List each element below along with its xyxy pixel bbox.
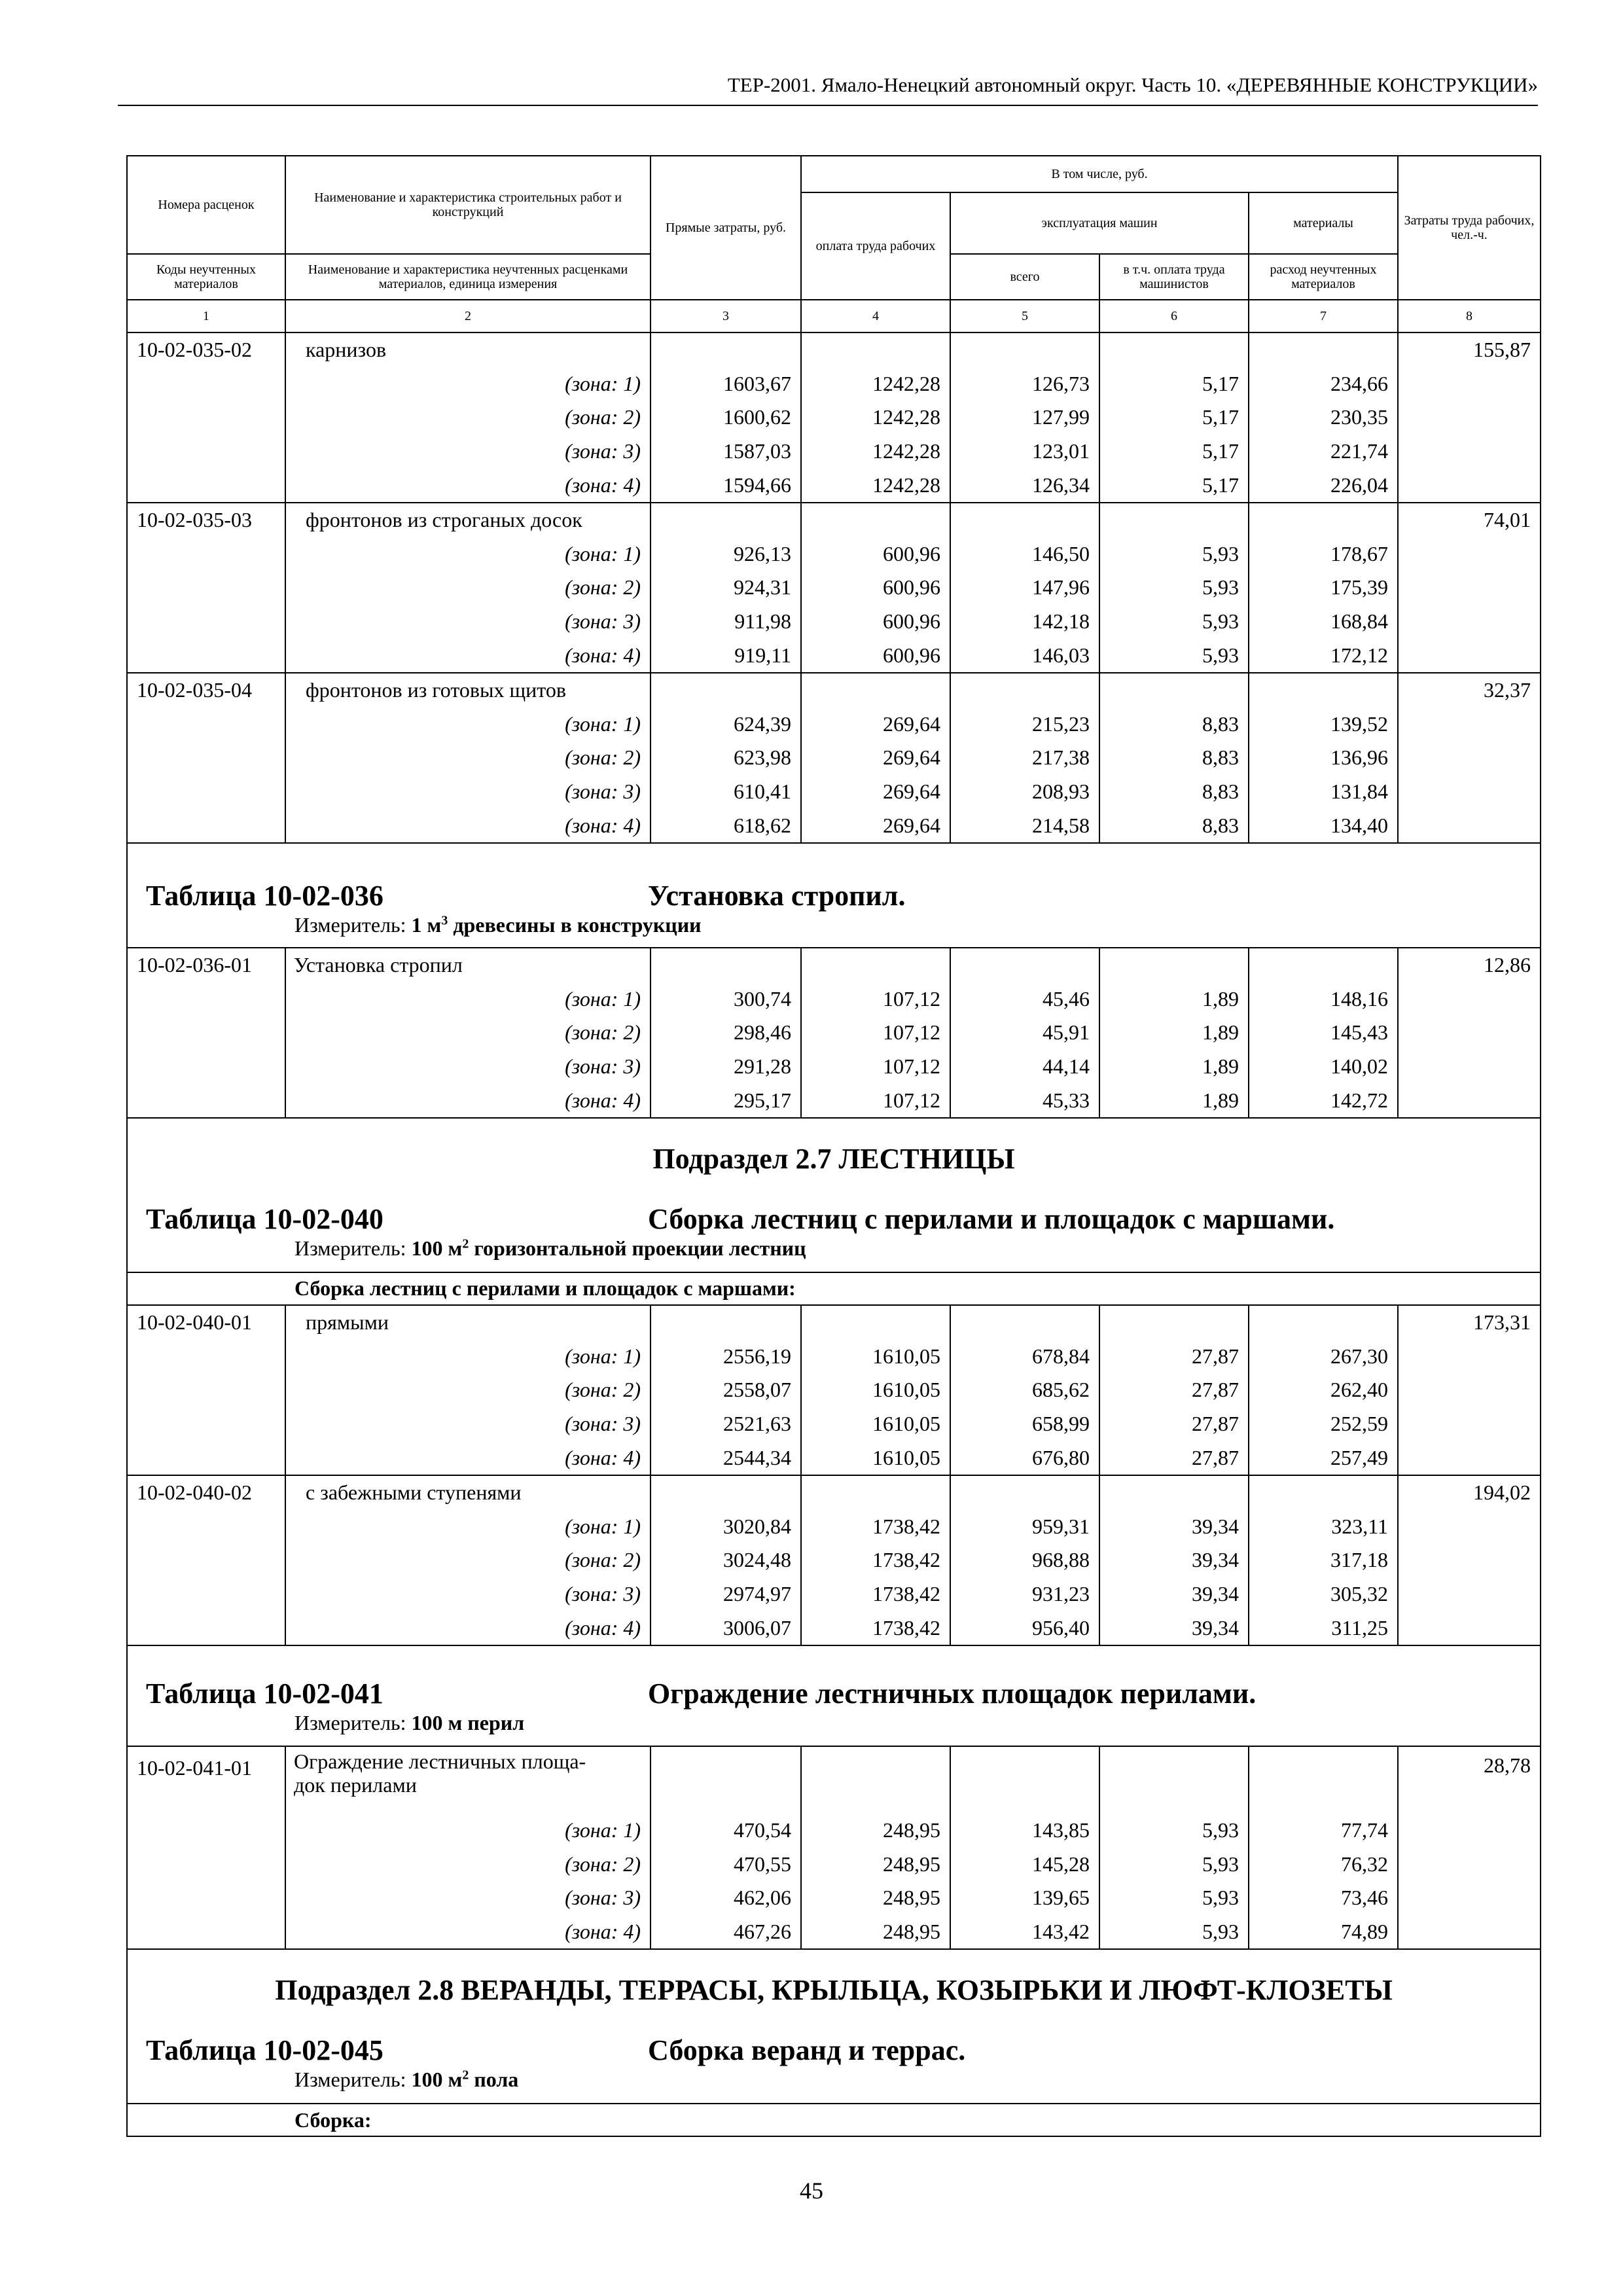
cell-pay: 269,64	[801, 808, 950, 843]
cell-direct: 2558,07	[651, 1373, 801, 1407]
cell-machines: 214,58	[950, 808, 1099, 843]
cell-machines: 676,80	[950, 1441, 1099, 1475]
cell-operator: 39,34	[1099, 1509, 1249, 1543]
cell-materials: 145,43	[1249, 1016, 1398, 1050]
cell-materials: 140,02	[1249, 1050, 1398, 1084]
cell-operator: 5,93	[1099, 1915, 1249, 1950]
cell-machines: 956,40	[950, 1611, 1099, 1645]
measure-unit: Измеритель: 100 $м^2$ пола	[294, 2068, 519, 2092]
zone-label: (зона: 4)	[285, 468, 651, 503]
labor-cost: 28,78	[1398, 1746, 1541, 1814]
cell-operator: 5,93	[1099, 537, 1249, 571]
cell-pay: 1242,28	[801, 468, 950, 503]
table-number: Таблица 10-02-036	[146, 879, 383, 912]
cell-pay: 1738,42	[801, 1509, 950, 1543]
header-materials: материалы	[1249, 192, 1398, 254]
zone-label: (зона: 1)	[285, 367, 651, 401]
rate-code: 10-02-035-04	[127, 673, 285, 708]
cell-machines: 217,38	[950, 741, 1099, 775]
cell-operator: 5,93	[1099, 638, 1249, 673]
cell-pay: 107,12	[801, 1050, 950, 1084]
cell-machines: 685,62	[950, 1373, 1099, 1407]
cell-materials: 73,46	[1249, 1881, 1398, 1915]
header-direct-costs: Прямые затраты, руб.	[651, 156, 801, 300]
cell-pay: 1610,05	[801, 1441, 950, 1475]
cell-operator: 27,87	[1099, 1373, 1249, 1407]
cell-pay: 600,96	[801, 638, 950, 673]
cell-materials: 76,32	[1249, 1847, 1398, 1881]
cell-direct: 467,26	[651, 1915, 801, 1950]
cell-direct: 911,98	[651, 605, 801, 639]
cell-pay: 248,95	[801, 1847, 950, 1881]
cell-direct: 1594,66	[651, 468, 801, 503]
cell-direct: 462,06	[651, 1881, 801, 1915]
header-labor-costs: Затраты труда рабочих, чел.-ч.	[1398, 156, 1541, 300]
header-unaccounted-materials: расход неучтенных материалов	[1249, 254, 1398, 300]
cell-operator: 5,93	[1099, 1847, 1249, 1881]
cell-machines: 678,84	[950, 1339, 1099, 1373]
cell-pay: 269,64	[801, 775, 950, 809]
cell-direct: 3024,48	[651, 1543, 801, 1577]
cell-operator: 5,17	[1099, 468, 1249, 503]
labor-cost: 194,02	[1398, 1475, 1541, 1510]
cell-operator: 27,87	[1099, 1441, 1249, 1475]
zone-label: (зона: 2)	[285, 401, 651, 435]
zone-label: (зона: 1)	[285, 1509, 651, 1543]
cell-machines: 931,23	[950, 1577, 1099, 1611]
table-036-heading	[127, 843, 1541, 948]
cell-machines: 146,03	[950, 638, 1099, 673]
cell-materials: 234,66	[1249, 367, 1398, 401]
cell-materials: 262,40	[1249, 1373, 1398, 1407]
zone-label: (зона: 3)	[285, 435, 651, 469]
rate-name: фронтонов из строганых досок	[285, 503, 651, 537]
cell-machines: 126,34	[950, 468, 1099, 503]
cell-pay: 248,95	[801, 1915, 950, 1950]
cell-direct: 919,11	[651, 638, 801, 673]
zone-label: (зона: 1)	[285, 1339, 651, 1373]
cell-direct: 610,41	[651, 775, 801, 809]
zone-label: (зона: 4)	[285, 1915, 651, 1950]
cell-operator: 5,93	[1099, 1881, 1249, 1915]
cell-pay: 107,12	[801, 1083, 950, 1118]
cell-direct: 3020,84	[651, 1509, 801, 1543]
cell-pay: 1738,42	[801, 1577, 950, 1611]
cell-machines: 146,50	[950, 537, 1099, 571]
table-number: Таблица 10-02-040	[146, 1202, 383, 1235]
cell-pay: 107,12	[801, 982, 950, 1016]
header-machines-total: всего	[950, 254, 1099, 300]
cell-direct: 924,31	[651, 571, 801, 605]
cell-direct: 295,17	[651, 1083, 801, 1118]
cell-operator: 39,34	[1099, 1543, 1249, 1577]
cell-machines: 139,65	[950, 1881, 1099, 1915]
cell-materials: 131,84	[1249, 775, 1398, 809]
rates-table	[126, 155, 1541, 2137]
cell-operator: 27,87	[1099, 1407, 1249, 1441]
table-body	[127, 332, 1541, 2136]
cell-operator: 5,17	[1099, 435, 1249, 469]
rate-code: 10-02-041-01	[127, 1746, 285, 1814]
rate-code: 10-02-040-01	[127, 1305, 285, 1340]
zone-label: (зона: 4)	[285, 638, 651, 673]
cell-direct: 926,13	[651, 537, 801, 571]
cell-materials: 323,11	[1249, 1509, 1398, 1543]
zone-label: (зона: 1)	[285, 708, 651, 742]
column-number: 7	[1249, 300, 1398, 332]
cell-materials: 172,12	[1249, 638, 1398, 673]
measure-unit: Измеритель: 1 $м^3$ древесины в конструкции	[294, 912, 702, 937]
cell-machines: 123,01	[950, 435, 1099, 469]
zone-label: (зона: 3)	[285, 775, 651, 809]
zone-label: (зона: 3)	[285, 1407, 651, 1441]
page-number: 45	[800, 2178, 823, 2204]
header-material-codes: Коды неучтенных материалов	[127, 254, 285, 300]
cell-pay: 1610,05	[801, 1407, 950, 1441]
rate-code: 10-02-035-03	[127, 503, 285, 537]
cell-direct: 470,55	[651, 1847, 801, 1881]
measure-unit: Измеритель: 100 $м^2$ горизонтальной проекции лестниц	[294, 1236, 806, 1260]
cell-materials: 230,35	[1249, 401, 1398, 435]
cell-materials: 221,74	[1249, 435, 1398, 469]
table-045-heading	[127, 1949, 1541, 2104]
zone-label: (зона: 3)	[285, 1577, 651, 1611]
cell-direct: 1600,62	[651, 401, 801, 435]
table-number: Таблица 10-02-045	[146, 2034, 383, 2067]
zone-label: (зона: 1)	[285, 982, 651, 1016]
column-number: 1	[127, 300, 285, 332]
cell-operator: 8,83	[1099, 775, 1249, 809]
cell-pay: 1242,28	[801, 367, 950, 401]
header-operator-pay: в т.ч. оплата труда машинистов	[1099, 254, 1249, 300]
table-header	[127, 156, 1541, 332]
zone-label: (зона: 4)	[285, 1611, 651, 1645]
cell-pay: 1242,28	[801, 435, 950, 469]
cell-materials: 226,04	[1249, 468, 1398, 503]
cell-direct: 623,98	[651, 741, 801, 775]
cell-machines: 143,42	[950, 1915, 1099, 1950]
labor-cost: 32,37	[1398, 673, 1541, 708]
cell-direct: 2521,63	[651, 1407, 801, 1441]
cell-pay: 107,12	[801, 1016, 950, 1050]
cell-operator: 5,93	[1099, 605, 1249, 639]
cell-materials: 142,72	[1249, 1083, 1398, 1118]
header-worker-pay: оплата труда рабочих	[801, 192, 950, 300]
cell-materials: 148,16	[1249, 982, 1398, 1016]
zone-label: (зона: 2)	[285, 1016, 651, 1050]
rate-name: Ограждение лестничных площа- док перилами	[285, 1746, 651, 1814]
cell-operator: 5,93	[1099, 571, 1249, 605]
cell-machines: 45,33	[950, 1083, 1099, 1118]
zone-label: (зона: 3)	[285, 1881, 651, 1915]
table-number: Таблица 10-02-041	[146, 1677, 383, 1710]
cell-machines: 145,28	[950, 1847, 1099, 1881]
cell-materials: 175,39	[1249, 571, 1398, 605]
table-041-heading	[127, 1645, 1541, 1746]
column-number: 8	[1398, 300, 1541, 332]
header-rate-numbers: Номера расценок	[127, 156, 285, 254]
cell-direct: 618,62	[651, 808, 801, 843]
cell-operator: 1,89	[1099, 1016, 1249, 1050]
cell-operator: 8,83	[1099, 708, 1249, 742]
subsection-title: Подраздел 2.8 ВЕРАНДЫ, ТЕРРАСЫ, КРЫЛЬЦА, КОЗЫРЬКИ И ЛЮФТ-КЛОЗЕТЫ	[275, 1974, 1393, 2007]
column-number: 2	[285, 300, 651, 332]
rate-name: Установка стропил	[285, 948, 651, 982]
cell-pay: 1738,42	[801, 1543, 950, 1577]
cell-pay: 248,95	[801, 1881, 950, 1915]
cell-machines: 147,96	[950, 571, 1099, 605]
zone-label: (зона: 2)	[285, 1847, 651, 1881]
header-material-names: Наименование и характеристика неучтенных расценками материалов, единица измерения	[285, 254, 651, 300]
cell-pay: 600,96	[801, 537, 950, 571]
cell-direct: 2544,34	[651, 1441, 801, 1475]
zone-label: (зона: 4)	[285, 1083, 651, 1118]
cell-machines: 215,23	[950, 708, 1099, 742]
column-number: 5	[950, 300, 1099, 332]
cell-operator: 39,34	[1099, 1577, 1249, 1611]
labor-cost: 74,01	[1398, 503, 1541, 537]
running-header: ТЕР-2001. Ямало-Ненецкий автономный округ. Часть 10. «ДЕРЕВЯННЫЕ КОНСТРУКЦИИ»	[118, 73, 1538, 106]
cell-direct: 291,28	[651, 1050, 801, 1084]
cell-machines: 142,18	[950, 605, 1099, 639]
cell-machines: 143,85	[950, 1814, 1099, 1848]
cell-pay: 1610,05	[801, 1339, 950, 1373]
measure-unit: Измеритель: 100 м перил	[294, 1710, 525, 1734]
cell-operator: 1,89	[1099, 982, 1249, 1016]
cell-pay: 600,96	[801, 605, 950, 639]
cell-operator: 1,89	[1099, 1050, 1249, 1084]
table-title: Ограждение лестничных площадок перилами.	[648, 1677, 1257, 1710]
cell-materials: 77,74	[1249, 1814, 1398, 1848]
header-including: В том числе, руб.	[801, 156, 1398, 192]
cell-pay: 269,64	[801, 708, 950, 742]
header-machines: эксплуатация машин	[950, 192, 1249, 254]
zone-label: (зона: 4)	[285, 808, 651, 843]
table-title: Установка стропил.	[648, 879, 906, 912]
cell-machines: 126,73	[950, 367, 1099, 401]
cell-operator: 8,83	[1099, 741, 1249, 775]
rate-name: с забежными ступенями	[285, 1475, 651, 1510]
table-title: Сборка лестниц с перилами и площадок с маршами.	[648, 1202, 1335, 1235]
table-caption: Сборка:	[127, 2104, 1541, 2136]
zone-label: (зона: 1)	[285, 537, 651, 571]
rate-code: 10-02-036-01	[127, 948, 285, 982]
cell-machines: 45,46	[950, 982, 1099, 1016]
rate-name: фронтонов из готовых щитов	[285, 673, 651, 708]
table-caption: Сборка лестниц с перилами и площадок с маршами:	[127, 1272, 1541, 1305]
labor-cost: 155,87	[1398, 332, 1541, 367]
rate-name: карнизов	[285, 332, 651, 367]
cell-direct: 470,54	[651, 1814, 801, 1848]
zone-label: (зона: 2)	[285, 1373, 651, 1407]
column-number: 4	[801, 300, 950, 332]
cell-machines: 658,99	[950, 1407, 1099, 1441]
cell-machines: 968,88	[950, 1543, 1099, 1577]
cell-operator: 39,34	[1099, 1611, 1249, 1645]
zone-label: (зона: 4)	[285, 1441, 651, 1475]
cell-materials: 74,89	[1249, 1915, 1398, 1950]
cell-machines: 44,14	[950, 1050, 1099, 1084]
cell-direct: 3006,07	[651, 1611, 801, 1645]
cell-operator: 1,89	[1099, 1083, 1249, 1118]
labor-cost: 12,86	[1398, 948, 1541, 982]
cell-operator: 27,87	[1099, 1339, 1249, 1373]
rate-code: 10-02-035-02	[127, 332, 285, 367]
zone-label: (зона: 2)	[285, 1543, 651, 1577]
cell-materials: 136,96	[1249, 741, 1398, 775]
cell-machines: 127,99	[950, 401, 1099, 435]
cell-materials: 267,30	[1249, 1339, 1398, 1373]
cell-machines: 959,31	[950, 1509, 1099, 1543]
rate-name: прямыми	[285, 1305, 651, 1340]
zone-label: (зона: 3)	[285, 605, 651, 639]
column-number: 6	[1099, 300, 1249, 332]
cell-machines: 45,91	[950, 1016, 1099, 1050]
cell-operator: 5,93	[1099, 1814, 1249, 1848]
zone-label: (зона: 1)	[285, 1814, 651, 1848]
cell-materials: 139,52	[1249, 708, 1398, 742]
cell-materials: 178,67	[1249, 537, 1398, 571]
cell-pay: 1738,42	[801, 1611, 950, 1645]
rate-code: 10-02-040-02	[127, 1475, 285, 1510]
subsection-title: Подраздел 2.7 ЛЕСТНИЦЫ	[652, 1142, 1015, 1175]
cell-materials: 168,84	[1249, 605, 1398, 639]
table-040-heading	[127, 1118, 1541, 1272]
cell-pay: 248,95	[801, 1814, 950, 1848]
cell-operator: 8,83	[1099, 808, 1249, 843]
cell-pay: 269,64	[801, 741, 950, 775]
zone-label: (зона: 2)	[285, 571, 651, 605]
cell-direct: 2974,97	[651, 1577, 801, 1611]
labor-cost: 173,31	[1398, 1305, 1541, 1340]
cell-materials: 305,32	[1249, 1577, 1398, 1611]
cell-direct: 1603,67	[651, 367, 801, 401]
cell-direct: 1587,03	[651, 435, 801, 469]
cell-direct: 624,39	[651, 708, 801, 742]
cell-materials: 252,59	[1249, 1407, 1398, 1441]
column-number: 3	[651, 300, 801, 332]
cell-direct: 2556,19	[651, 1339, 801, 1373]
cell-materials: 257,49	[1249, 1441, 1398, 1475]
table-title: Сборка веранд и террас.	[648, 2034, 966, 2067]
cell-direct: 300,74	[651, 982, 801, 1016]
zone-label: (зона: 3)	[285, 1050, 651, 1084]
cell-materials: 317,18	[1249, 1543, 1398, 1577]
cell-machines: 208,93	[950, 775, 1099, 809]
cell-pay: 600,96	[801, 571, 950, 605]
cell-operator: 5,17	[1099, 401, 1249, 435]
cell-pay: 1242,28	[801, 401, 950, 435]
cell-materials: 311,25	[1249, 1611, 1398, 1645]
cell-pay: 1610,05	[801, 1373, 950, 1407]
zone-label: (зона: 2)	[285, 741, 651, 775]
cell-materials: 134,40	[1249, 808, 1398, 843]
cell-direct: 298,46	[651, 1016, 801, 1050]
header-work-name: Наименование и характеристика строительных работ и конструкций	[285, 156, 651, 254]
cell-operator: 5,17	[1099, 367, 1249, 401]
